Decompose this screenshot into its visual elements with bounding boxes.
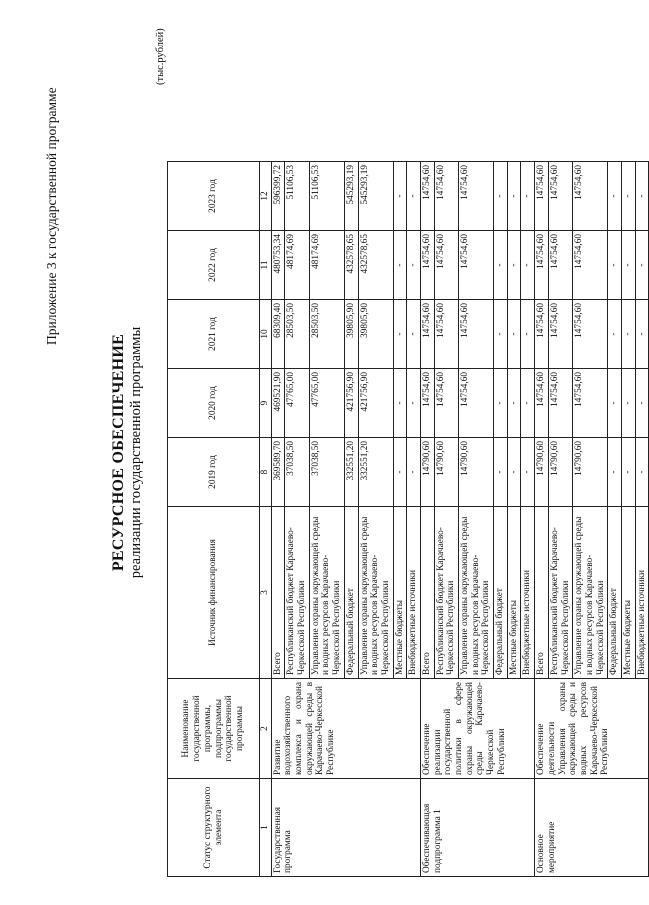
col-header-year: 2019 год: [168, 438, 260, 507]
funding-amount: -: [608, 231, 622, 300]
funding-amount: 369589,70: [271, 438, 285, 507]
table-body: [271, 162, 649, 877]
document-subtitle: реализации государственной программы: [128, 326, 144, 579]
funding-amount: 14790,60: [459, 438, 494, 507]
funding-amount: 51106,53: [285, 162, 309, 231]
funding-amount: -: [393, 300, 407, 369]
funding-amount: 28503,50: [309, 300, 344, 369]
funding-amount: -: [494, 162, 508, 231]
table-row: [535, 162, 549, 877]
funding-amount: -: [521, 300, 535, 369]
funding-amount: -: [407, 300, 421, 369]
col-index: 3: [260, 507, 272, 679]
funding-amount: 14754,60: [548, 162, 572, 231]
funding-amount: 14754,60: [573, 369, 608, 438]
funding-amount: -: [635, 162, 649, 231]
funding-amount: 14754,60: [420, 162, 434, 231]
funding-amount: 48174,69: [285, 231, 309, 300]
col-header-status: Статус структурного элемента: [168, 779, 260, 877]
funding-amount: -: [393, 369, 407, 438]
col-header-year: 2023 год: [168, 162, 260, 231]
funding-amount: 14754,60: [535, 231, 549, 300]
funding-amount: -: [608, 162, 622, 231]
funding-amount: 14754,60: [573, 300, 608, 369]
funding-source: Всего: [271, 507, 285, 679]
funding-amount: 432578,65: [358, 231, 393, 300]
funding-source: Федеральный бюджет: [344, 507, 358, 679]
funding-amount: -: [507, 369, 521, 438]
funding-amount: -: [621, 438, 635, 507]
funding-amount: 14754,60: [535, 369, 549, 438]
funding-amount: 14790,60: [548, 438, 572, 507]
funding-amount: -: [521, 438, 535, 507]
funding-amount: 545293,19: [344, 162, 358, 231]
col-header-year: 2021 год: [168, 300, 260, 369]
funding-amount: 14754,60: [535, 162, 549, 231]
funding-amount: 332551,20: [344, 438, 358, 507]
program-name: Развитие водохозяйственного комплекса и охрана окружающей среды в Карачаево-Черкесской Республике: [271, 679, 420, 779]
funding-source: Всего: [535, 507, 549, 679]
funding-amount: 14790,60: [420, 438, 434, 507]
funding-source: Местные бюджеты: [507, 507, 521, 679]
funding-amount: 332551,20: [358, 438, 393, 507]
funding-amount: 37038,50: [285, 438, 309, 507]
funding-amount: -: [494, 438, 508, 507]
col-header-year: 2020 год: [168, 369, 260, 438]
funding-amount: -: [507, 300, 521, 369]
funding-amount: -: [393, 162, 407, 231]
structural-element-status: Обеспечивающая подпрограмма 1: [420, 779, 534, 877]
funding-amount: 14790,60: [535, 438, 549, 507]
funding-amount: -: [608, 369, 622, 438]
funding-source: Республиканский бюджет Карачаево-Черкесской Республики: [285, 507, 309, 679]
funding-amount: 14754,60: [434, 231, 458, 300]
funding-amount: -: [494, 369, 508, 438]
funding-amount: 14790,60: [573, 438, 608, 507]
funding-amount: -: [635, 231, 649, 300]
funding-amount: 68309,40: [271, 300, 285, 369]
funding-amount: 14790,60: [434, 438, 458, 507]
column-index-row: [260, 162, 272, 877]
funding-amount: -: [494, 231, 508, 300]
funding-source: Местные бюджеты: [393, 507, 407, 679]
col-index: 8: [260, 438, 272, 507]
funding-amount: 14754,60: [535, 300, 549, 369]
funding-source: Внебюджетные источники: [407, 507, 421, 679]
funding-amount: 14754,60: [420, 231, 434, 300]
funding-amount: 14754,60: [459, 162, 494, 231]
table-row: [271, 162, 285, 877]
funding-amount: -: [393, 231, 407, 300]
funding-amount: -: [621, 369, 635, 438]
funding-amount: -: [407, 369, 421, 438]
col-index: 1: [260, 779, 272, 877]
funding-amount: -: [621, 231, 635, 300]
funding-amount: -: [521, 231, 535, 300]
funding-amount: 14754,60: [573, 162, 608, 231]
funding-amount: -: [407, 438, 421, 507]
funding-amount: 14754,60: [548, 369, 572, 438]
funding-amount: 14754,60: [459, 369, 494, 438]
program-name: Обеспечение реализации государственной политики в сфере охраны окружающей среды Карачаево-Черкесской Республики: [420, 679, 534, 779]
col-header-source: Источник финансирования: [168, 507, 260, 679]
funding-amount: -: [608, 438, 622, 507]
funding-source: Республиканский бюджет Карачаево-Черкесской Республики: [434, 507, 458, 679]
funding-amount: -: [507, 162, 521, 231]
funding-amount: 14754,60: [420, 300, 434, 369]
funding-amount: 14754,60: [434, 162, 458, 231]
funding-amount: -: [635, 300, 649, 369]
funding-amount: -: [621, 300, 635, 369]
units-note: (тыс.рублей): [155, 28, 166, 85]
funding-source: Федеральный бюджет: [608, 507, 622, 679]
funding-amount: 51106,53: [309, 162, 344, 231]
funding-source: Управление охраны окружающей среды и водных ресурсов Карачаево-Черкесской Республики: [459, 507, 494, 679]
funding-amount: 432578,65: [344, 231, 358, 300]
resource-table: [167, 161, 649, 877]
funding-amount: 14754,60: [434, 300, 458, 369]
funding-amount: 469521,90: [271, 369, 285, 438]
funding-source: Внебюджетные источники: [521, 507, 535, 679]
funding-source: Местные бюджеты: [621, 507, 635, 679]
funding-amount: -: [393, 438, 407, 507]
funding-amount: 596399,72: [271, 162, 285, 231]
document-title: РЕСУРСНОЕ ОБЕСПЕЧЕНИЕ: [110, 333, 127, 572]
program-name: Обеспечение деятельности Управления охраны окружающей среды и водных ресурсов Карачаево-Черкесской Республики: [535, 679, 649, 779]
funding-amount: 421756,90: [358, 369, 393, 438]
funding-amount: -: [635, 369, 649, 438]
col-index: 10: [260, 300, 272, 369]
funding-source: Республиканский бюджет Карачаево-Черкесской Республики: [548, 507, 572, 679]
funding-amount: 14754,60: [548, 300, 572, 369]
funding-amount: -: [507, 231, 521, 300]
col-index: 2: [260, 679, 272, 779]
funding-amount: 48174,69: [309, 231, 344, 300]
structural-element-status: Государственная программа: [271, 779, 420, 877]
col-header-name: Наименование государственной программы, подпрограммы государственной программы: [168, 679, 260, 779]
funding-source: Внебюджетные источники: [635, 507, 649, 679]
funding-amount: -: [494, 300, 508, 369]
table-header: [168, 162, 272, 877]
funding-source: Управление охраны окружающей среды и водных ресурсов Карачаево-Черкесской Республики: [573, 507, 608, 679]
funding-source: Федеральный бюджет: [494, 507, 508, 679]
funding-amount: 14754,60: [434, 369, 458, 438]
appendix-note: Приложение 3 к государственной программе: [44, 87, 59, 345]
funding-amount: 14754,60: [420, 369, 434, 438]
funding-amount: 28503,50: [285, 300, 309, 369]
funding-amount: 14754,60: [459, 300, 494, 369]
funding-amount: 14754,60: [459, 231, 494, 300]
funding-amount: 14754,60: [573, 231, 608, 300]
funding-amount: -: [407, 231, 421, 300]
col-index: 12: [260, 162, 272, 231]
funding-amount: -: [407, 162, 421, 231]
funding-amount: 421756,90: [344, 369, 358, 438]
structural-element-status: Основное мероприятие: [535, 779, 649, 877]
table-row: [420, 162, 434, 877]
funding-source: Всего: [420, 507, 434, 679]
funding-amount: 39805,90: [344, 300, 358, 369]
col-index: 9: [260, 369, 272, 438]
funding-amount: -: [507, 438, 521, 507]
funding-amount: 14754,60: [548, 231, 572, 300]
funding-amount: 39805,90: [358, 300, 393, 369]
funding-amount: 37038,50: [309, 438, 344, 507]
funding-amount: 47765,00: [285, 369, 309, 438]
col-header-year: 2022 год: [168, 231, 260, 300]
col-index: 11: [260, 231, 272, 300]
funding-amount: -: [621, 162, 635, 231]
funding-amount: 47765,00: [309, 369, 344, 438]
funding-amount: -: [521, 162, 535, 231]
funding-amount: 545293,19: [358, 162, 393, 231]
funding-amount: 480753,34: [271, 231, 285, 300]
funding-amount: -: [608, 300, 622, 369]
funding-source: Управление охраны окружающей среды и водных ресурсов Карачаево-Черкесской Республики: [309, 507, 344, 679]
funding-amount: -: [521, 369, 535, 438]
funding-source: Управление охраны окружающей среды и водных ресурсов Карачаево-Черкесской Республики: [358, 507, 393, 679]
funding-amount: -: [635, 438, 649, 507]
